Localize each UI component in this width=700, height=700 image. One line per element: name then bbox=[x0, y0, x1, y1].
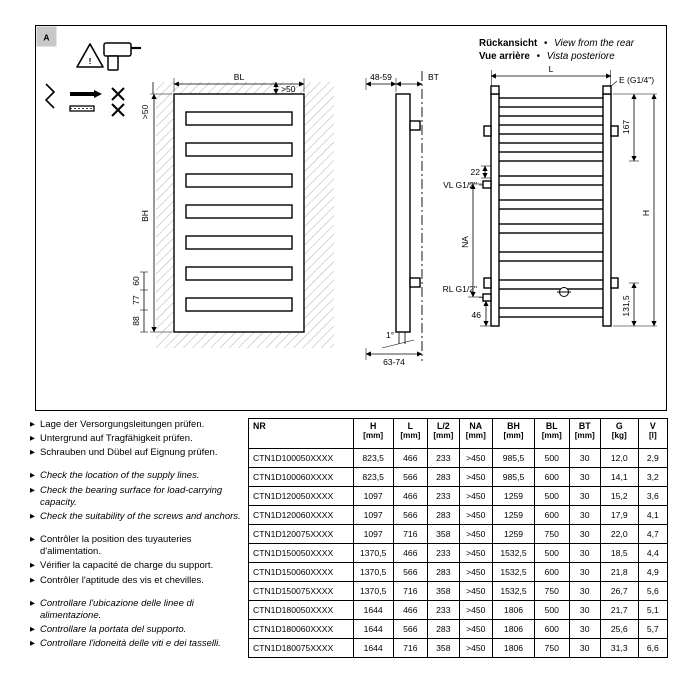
dim-63-74 bbox=[366, 348, 422, 367]
cell-value: 566 bbox=[393, 506, 428, 525]
col-header-l2: L/2 [mm] bbox=[428, 419, 459, 449]
cell-value: 500 bbox=[534, 601, 569, 620]
rear-caption-line1 bbox=[479, 38, 635, 49]
cell-nr: CTN1D120075XXXX bbox=[249, 525, 354, 544]
cell-value: 233 bbox=[428, 449, 459, 468]
technical-drawing bbox=[36, 26, 666, 410]
diagram-panel bbox=[35, 25, 667, 411]
cell-nr: CTN1D150075XXXX bbox=[249, 582, 354, 601]
checklist-item bbox=[30, 511, 244, 523]
table-row bbox=[249, 544, 668, 563]
col-header-g: G [kg] bbox=[600, 419, 638, 449]
table-row bbox=[249, 639, 668, 658]
cell-value: 1806 bbox=[493, 620, 535, 639]
dim-na bbox=[460, 184, 482, 297]
cell-nr: CTN1D180060XXXX bbox=[249, 620, 354, 639]
cell-value: 566 bbox=[393, 620, 428, 639]
col-header-na: NA [mm] bbox=[459, 419, 493, 449]
cell-value: 600 bbox=[534, 620, 569, 639]
table-row bbox=[249, 506, 668, 525]
dim-label-l: L bbox=[548, 64, 554, 74]
caption-en: View from the rear bbox=[554, 38, 635, 49]
dim-label-48-59: 48-59 bbox=[370, 72, 392, 82]
cell-value: 1806 bbox=[493, 639, 535, 658]
col-header-nr: NR bbox=[249, 419, 354, 449]
dim-label-22: 22 bbox=[470, 167, 480, 177]
cell-nr: CTN1D180075XXXX bbox=[249, 639, 354, 658]
checklist-group-fr bbox=[30, 534, 244, 587]
cell-value: 30 bbox=[569, 544, 600, 563]
cell-value: >450 bbox=[459, 639, 493, 658]
dim-label-77: 77 bbox=[131, 295, 141, 305]
cell-value: 4,4 bbox=[638, 544, 667, 563]
dim-label-h: H bbox=[641, 209, 651, 217]
cell-value: 1370,5 bbox=[353, 582, 393, 601]
cell-value: 3,6 bbox=[638, 487, 667, 506]
cell-value: 30 bbox=[569, 487, 600, 506]
table-row bbox=[249, 563, 668, 582]
cell-value: 30 bbox=[569, 601, 600, 620]
cell-value: 1370,5 bbox=[353, 544, 393, 563]
checklist-item-text: Untergrund auf Tragfähigkeit prüfen. bbox=[40, 433, 193, 445]
cross-icon bbox=[112, 88, 124, 100]
dim-label-na: NA bbox=[460, 236, 470, 248]
spec-table-section bbox=[248, 418, 668, 658]
checklist-item-text: Contrôler l'aptitude des vis et chevilles. bbox=[40, 574, 204, 586]
dim-label-63-74: 63-74 bbox=[383, 357, 405, 367]
cell-value: 17,9 bbox=[600, 506, 638, 525]
cell-value: 600 bbox=[534, 468, 569, 487]
cell-value: 30 bbox=[569, 582, 600, 601]
electric-connection-label bbox=[610, 75, 654, 87]
cell-value: 30 bbox=[569, 506, 600, 525]
cell-value: 2,9 bbox=[638, 449, 667, 468]
checklist-item bbox=[30, 419, 244, 431]
cell-value: >450 bbox=[459, 506, 493, 525]
cell-value: 4,1 bbox=[638, 506, 667, 525]
cell-value: >450 bbox=[459, 544, 493, 563]
front-view bbox=[46, 43, 334, 348]
triangle-bullet-icon: ▶ bbox=[30, 472, 35, 480]
cell-value: 1097 bbox=[353, 506, 393, 525]
rear-left-top-connector bbox=[491, 86, 499, 94]
spec-table-body bbox=[249, 449, 668, 658]
cell-value: >450 bbox=[459, 582, 493, 601]
checklist-item-text: Controllare l'ubicazione delle linee di alimentazione. bbox=[40, 597, 194, 621]
checklist-item-text: Schrauben und Dübel auf Eignung prüfen. bbox=[40, 447, 218, 459]
table-row bbox=[249, 620, 668, 639]
checklist-item-text: Check the bearing surface for load-carrying capacity. bbox=[40, 484, 223, 508]
checklist-item bbox=[30, 447, 244, 459]
table-row bbox=[249, 449, 668, 468]
checklist-item-text: Contrôler la position des tuyauteries d'alimentation. bbox=[40, 534, 192, 558]
cell-value: >450 bbox=[459, 525, 493, 544]
warning-triangle-icon bbox=[77, 44, 103, 67]
checklist-item bbox=[30, 575, 244, 587]
screw-icon bbox=[70, 90, 102, 98]
table-row bbox=[249, 487, 668, 506]
warning-mark-text: ! bbox=[88, 56, 92, 66]
cell-value: 1644 bbox=[353, 620, 393, 639]
checklist-item-text: Check the location of the supply lines. bbox=[40, 470, 200, 482]
dim-label-bt: BT bbox=[428, 72, 439, 82]
cell-value: 1259 bbox=[493, 525, 535, 544]
cell-value: 500 bbox=[534, 449, 569, 468]
anchor-icon bbox=[70, 106, 94, 111]
dim-46 bbox=[472, 301, 491, 326]
drill-icon bbox=[104, 43, 141, 70]
cell-value: 1644 bbox=[353, 639, 393, 658]
rear-right-top-connector bbox=[603, 86, 611, 94]
cell-value: 1644 bbox=[353, 601, 393, 620]
col-header-l: L [mm] bbox=[393, 419, 428, 449]
caption-sep1: • bbox=[544, 38, 548, 49]
cell-value: 750 bbox=[534, 582, 569, 601]
dim-48-59 bbox=[366, 72, 396, 92]
cell-value: 21,7 bbox=[600, 601, 638, 620]
triangle-bullet-icon: ▶ bbox=[30, 599, 35, 607]
cell-value: 466 bbox=[393, 601, 428, 620]
sheet-label bbox=[37, 27, 57, 47]
cell-value: 30 bbox=[569, 449, 600, 468]
cell-value: 1097 bbox=[353, 487, 393, 506]
dim-label-1deg: 1° bbox=[386, 330, 395, 340]
cell-value: 26,7 bbox=[600, 582, 638, 601]
cell-value: 466 bbox=[393, 544, 428, 563]
spec-table bbox=[248, 418, 668, 658]
dim-label-131-5: 131,5 bbox=[621, 295, 631, 317]
wall-bracket bbox=[410, 121, 420, 287]
dim-label-bh: BH bbox=[140, 210, 150, 222]
cell-value: 31,3 bbox=[600, 639, 638, 658]
triangle-bullet-icon: ▶ bbox=[30, 576, 35, 584]
cell-nr: CTN1D150050XXXX bbox=[249, 544, 354, 563]
cell-value: 233 bbox=[428, 601, 459, 620]
cell-value: 823,5 bbox=[353, 468, 393, 487]
cell-value: 4,9 bbox=[638, 563, 667, 582]
checklist-item bbox=[30, 638, 244, 650]
cell-value: 1370,5 bbox=[353, 563, 393, 582]
cell-value: 1532,5 bbox=[493, 582, 535, 601]
cell-value: 1532,5 bbox=[493, 563, 535, 582]
rear-caption-line2 bbox=[479, 51, 615, 62]
cell-value: 25,6 bbox=[600, 620, 638, 639]
cell-nr: CTN1D100050XXXX bbox=[249, 449, 354, 468]
dim-22 bbox=[471, 166, 491, 178]
cell-value: 466 bbox=[393, 449, 428, 468]
triangle-bullet-icon: ▶ bbox=[30, 512, 35, 520]
cell-value: 283 bbox=[428, 468, 459, 487]
checklist-item-text: Vérifier la capacité de charge du support. bbox=[40, 560, 214, 572]
col-header-bl: BL [mm] bbox=[534, 419, 569, 449]
cell-value: 716 bbox=[393, 582, 428, 601]
dim-clearance-left bbox=[140, 82, 153, 119]
cell-value: 750 bbox=[534, 639, 569, 658]
cell-nr: CTN1D150060XXXX bbox=[249, 563, 354, 582]
cell-value: 1097 bbox=[353, 525, 393, 544]
triangle-bullet-icon: ▶ bbox=[30, 640, 35, 648]
cell-value: 985,5 bbox=[493, 468, 535, 487]
cell-value: 1806 bbox=[493, 601, 535, 620]
dim-bottom-offsets bbox=[131, 272, 148, 332]
radiator-side-profile bbox=[396, 94, 410, 332]
triangle-bullet-icon: ▶ bbox=[30, 421, 35, 428]
rear-left-rail bbox=[491, 94, 499, 326]
checklist-item bbox=[30, 485, 244, 509]
cell-value: 750 bbox=[534, 525, 569, 544]
checklist-item-text: Check the suitability of the screws and anchors. bbox=[40, 510, 241, 522]
cell-value: 30 bbox=[569, 639, 600, 658]
supply-cable-zigzag-icon bbox=[46, 84, 54, 108]
cell-value: 823,5 bbox=[353, 449, 393, 468]
dim-label-e: E (G1/4") bbox=[619, 75, 655, 85]
dim-label-vl: VL G1/2" bbox=[443, 180, 477, 190]
checklist-item-text: Lage der Versorgungsleitungen prüfen. bbox=[40, 419, 205, 430]
cell-value: 21,8 bbox=[600, 563, 638, 582]
cell-value: 30 bbox=[569, 468, 600, 487]
cell-value: 30 bbox=[569, 525, 600, 544]
cell-value: 1532,5 bbox=[493, 544, 535, 563]
triangle-bullet-icon: ▶ bbox=[30, 435, 35, 443]
table-row bbox=[249, 582, 668, 601]
cell-value: 18,5 bbox=[600, 544, 638, 563]
triangle-bullet-icon: ▶ bbox=[30, 562, 35, 570]
cell-nr: CTN1D180050XXXX bbox=[249, 601, 354, 620]
cell-value: 358 bbox=[428, 525, 459, 544]
cell-value: 500 bbox=[534, 487, 569, 506]
cell-value: 600 bbox=[534, 506, 569, 525]
dim-bt bbox=[396, 72, 439, 84]
cell-value: 30 bbox=[569, 620, 600, 639]
cell-value: 15,2 bbox=[600, 487, 638, 506]
dim-l bbox=[491, 64, 611, 86]
col-header-v: V [l] bbox=[638, 419, 667, 449]
cell-value: >450 bbox=[459, 449, 493, 468]
cell-value: 3,2 bbox=[638, 468, 667, 487]
checklist-item-text: Controllare la portata del supporto. bbox=[40, 624, 187, 636]
cell-value: 566 bbox=[393, 563, 428, 582]
cell-value: 5,1 bbox=[638, 601, 667, 620]
cell-value: 233 bbox=[428, 487, 459, 506]
table-row bbox=[249, 601, 668, 620]
cell-value: 233 bbox=[428, 544, 459, 563]
table-row bbox=[249, 525, 668, 544]
cell-nr: CTN1D120060XXXX bbox=[249, 506, 354, 525]
cell-value: 566 bbox=[393, 468, 428, 487]
caption-fr: Vue arrière bbox=[479, 51, 530, 62]
checklist-group-it bbox=[30, 598, 244, 651]
cell-value: 12,0 bbox=[600, 449, 638, 468]
cell-value: 716 bbox=[393, 525, 428, 544]
dim-label-bl: BL bbox=[233, 72, 245, 82]
cell-nr: CTN1D100060XXXX bbox=[249, 468, 354, 487]
dim-label-gt50-top: >50 bbox=[281, 84, 296, 94]
cell-value: 5,6 bbox=[638, 582, 667, 601]
cell-value: >450 bbox=[459, 620, 493, 639]
col-header-bt: BT [mm] bbox=[569, 419, 600, 449]
cell-value: 5,7 bbox=[638, 620, 667, 639]
checklist-item bbox=[30, 560, 244, 572]
cell-value: 716 bbox=[393, 639, 428, 658]
checklist-group-en bbox=[30, 470, 244, 523]
cell-value: >450 bbox=[459, 601, 493, 620]
side-view bbox=[366, 71, 439, 367]
cell-value: 1259 bbox=[493, 506, 535, 525]
cell-value: 4,7 bbox=[638, 525, 667, 544]
cell-value: 500 bbox=[534, 544, 569, 563]
rear-view bbox=[443, 38, 657, 326]
cell-value: 600 bbox=[534, 563, 569, 582]
cell-value: 283 bbox=[428, 620, 459, 639]
checklist-item bbox=[30, 598, 244, 622]
checklist-item bbox=[30, 433, 244, 445]
checklist-item-text: Controllare l'idoneità delle viti e dei tasselli. bbox=[40, 638, 221, 650]
cell-value: 6,6 bbox=[638, 639, 667, 658]
cell-value: >450 bbox=[459, 487, 493, 506]
dim-label-gt50-left: >50 bbox=[140, 104, 150, 120]
dim-131-5 bbox=[613, 283, 657, 326]
dim-h bbox=[641, 94, 654, 326]
cell-value: 283 bbox=[428, 506, 459, 525]
table-row bbox=[249, 468, 668, 487]
cell-value: 358 bbox=[428, 639, 459, 658]
checklist-item bbox=[30, 470, 244, 482]
triangle-bullet-icon: ▶ bbox=[30, 486, 35, 494]
caption-sep2: • bbox=[536, 51, 541, 62]
caption-de: Rückansicht bbox=[479, 38, 538, 49]
cross-icon bbox=[112, 104, 124, 116]
cell-value: 1259 bbox=[493, 487, 535, 506]
rear-right-rail bbox=[603, 94, 611, 326]
cell-value: 22,0 bbox=[600, 525, 638, 544]
dim-label-60: 60 bbox=[131, 276, 141, 286]
checklist-item bbox=[30, 624, 244, 636]
cell-value: 466 bbox=[393, 487, 428, 506]
checklist-item bbox=[30, 534, 244, 558]
dim-label-rl: RL G1/2" bbox=[442, 284, 477, 294]
cell-value: 358 bbox=[428, 582, 459, 601]
triangle-bullet-icon: ▶ bbox=[30, 536, 35, 544]
cell-value: 985,5 bbox=[493, 449, 535, 468]
cell-value: >450 bbox=[459, 563, 493, 582]
checklist-section bbox=[30, 419, 244, 661]
caption-it: Vista posteriore bbox=[546, 51, 615, 62]
cell-nr: CTN1D120050XXXX bbox=[249, 487, 354, 506]
checklist-group-de bbox=[30, 419, 244, 459]
cell-value: 30 bbox=[569, 563, 600, 582]
dim-label-88: 88 bbox=[131, 316, 141, 326]
dim-tilt bbox=[382, 330, 414, 348]
dim-label-167: 167 bbox=[621, 119, 631, 135]
triangle-bullet-icon: ▶ bbox=[30, 449, 35, 457]
vl-connection bbox=[443, 180, 491, 190]
cell-value: 14,1 bbox=[600, 468, 638, 487]
cell-value: >450 bbox=[459, 468, 493, 487]
col-header-bh: BH [mm] bbox=[493, 419, 535, 449]
dim-167 bbox=[613, 94, 657, 161]
cell-value: 283 bbox=[428, 563, 459, 582]
table-header-row bbox=[249, 419, 668, 449]
col-header-h: H [mm] bbox=[353, 419, 393, 449]
radiator-rear-bars bbox=[493, 98, 609, 317]
triangle-bullet-icon: ▶ bbox=[30, 626, 35, 634]
dim-label-46: 46 bbox=[471, 310, 481, 320]
sheet-label-text: A bbox=[43, 32, 50, 43]
